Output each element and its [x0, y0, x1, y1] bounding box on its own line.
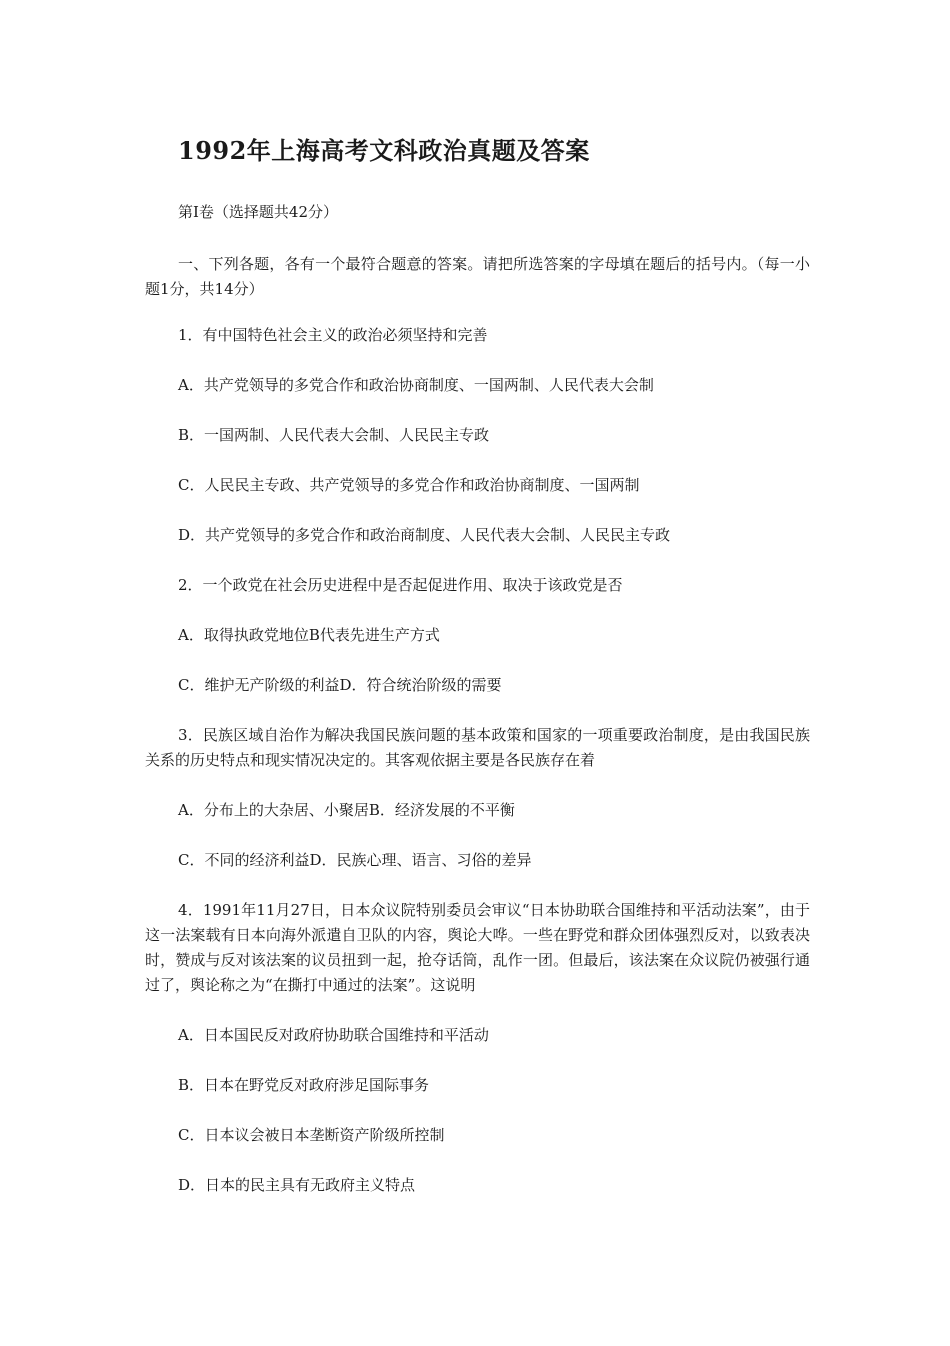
- instructions-paragraph: 一、下列各题，各有一个最符合题意的答案。请把所选答案的字母填在题后的括号内。（每一小题1分，共14分）: [145, 255, 810, 298]
- question-1-option-a: A．共产党领导的多党合作和政治协商制度、一国两制、人民代表大会制: [178, 376, 654, 394]
- question-3-stem: 3．民族区域自治作为解决我国民族问题的基本政策和国家的一项重要政治制度，是由我国民族关系的历史特点和现实情况决定的。其客观依据主要是各民族存在着: [145, 726, 810, 769]
- question-4-option-d: D．日本的民主具有无政府主义特点: [178, 1176, 416, 1194]
- question-1-option-c: C．人民民主专政、共产党领导的多党合作和政治协商制度、一国两制: [178, 476, 640, 494]
- section-header: 第I卷（选择题共42分）: [178, 203, 339, 221]
- question-2-options-ab: A．取得执政党地位B代表先进生产方式: [178, 626, 440, 644]
- question-3-options-cd: C．不同的经济利益D．民族心理、语言、习俗的差异: [178, 851, 532, 869]
- document-title: 1992年上海高考文科政治真题及答案: [178, 136, 590, 165]
- question-4-stem: 4．1991年11月27日，日本众议院特别委员会审议“日本协助联合国维持和平活动法案”，由于这一法案载有日本向海外派遣自卫队的内容，舆论大哗。一些在野党和群众团体强烈反对，以致表决时，赞成与反对该法案的议员扭到一起，抢夺话筒，乱作一团。但最后，该法案在众议院仍被强行通过了，舆论称之为“在撕打中通过的法案”。这说明: [145, 901, 810, 994]
- question-3-options-ab: A．分布上的大杂居、小聚居B．经济发展的不平衡: [178, 801, 515, 819]
- question-1-stem: 1．有中国特色社会主义的政治必须坚持和完善: [178, 326, 488, 344]
- question-1-option-b: B．一国两制、人民代表大会制、人民民主专政: [178, 426, 490, 444]
- question-2-options-cd: C．维护无产阶级的利益D．符合统治阶级的需要: [178, 676, 502, 694]
- question-4-option-c: C．日本议会被日本垄断资产阶级所控制: [178, 1126, 445, 1144]
- question-4-option-a: A．日本国民反对政府协助联合国维持和平活动: [178, 1026, 489, 1044]
- question-2-stem: 2．一个政党在社会历史进程中是否起促进作用、取决于该政党是否: [178, 576, 623, 594]
- question-1-option-d: D．共产党领导的多党合作和政治商制度、人民代表大会制、人民民主专政: [178, 526, 671, 544]
- question-4-option-b: B．日本在野党反对政府涉足国际事务: [178, 1076, 430, 1094]
